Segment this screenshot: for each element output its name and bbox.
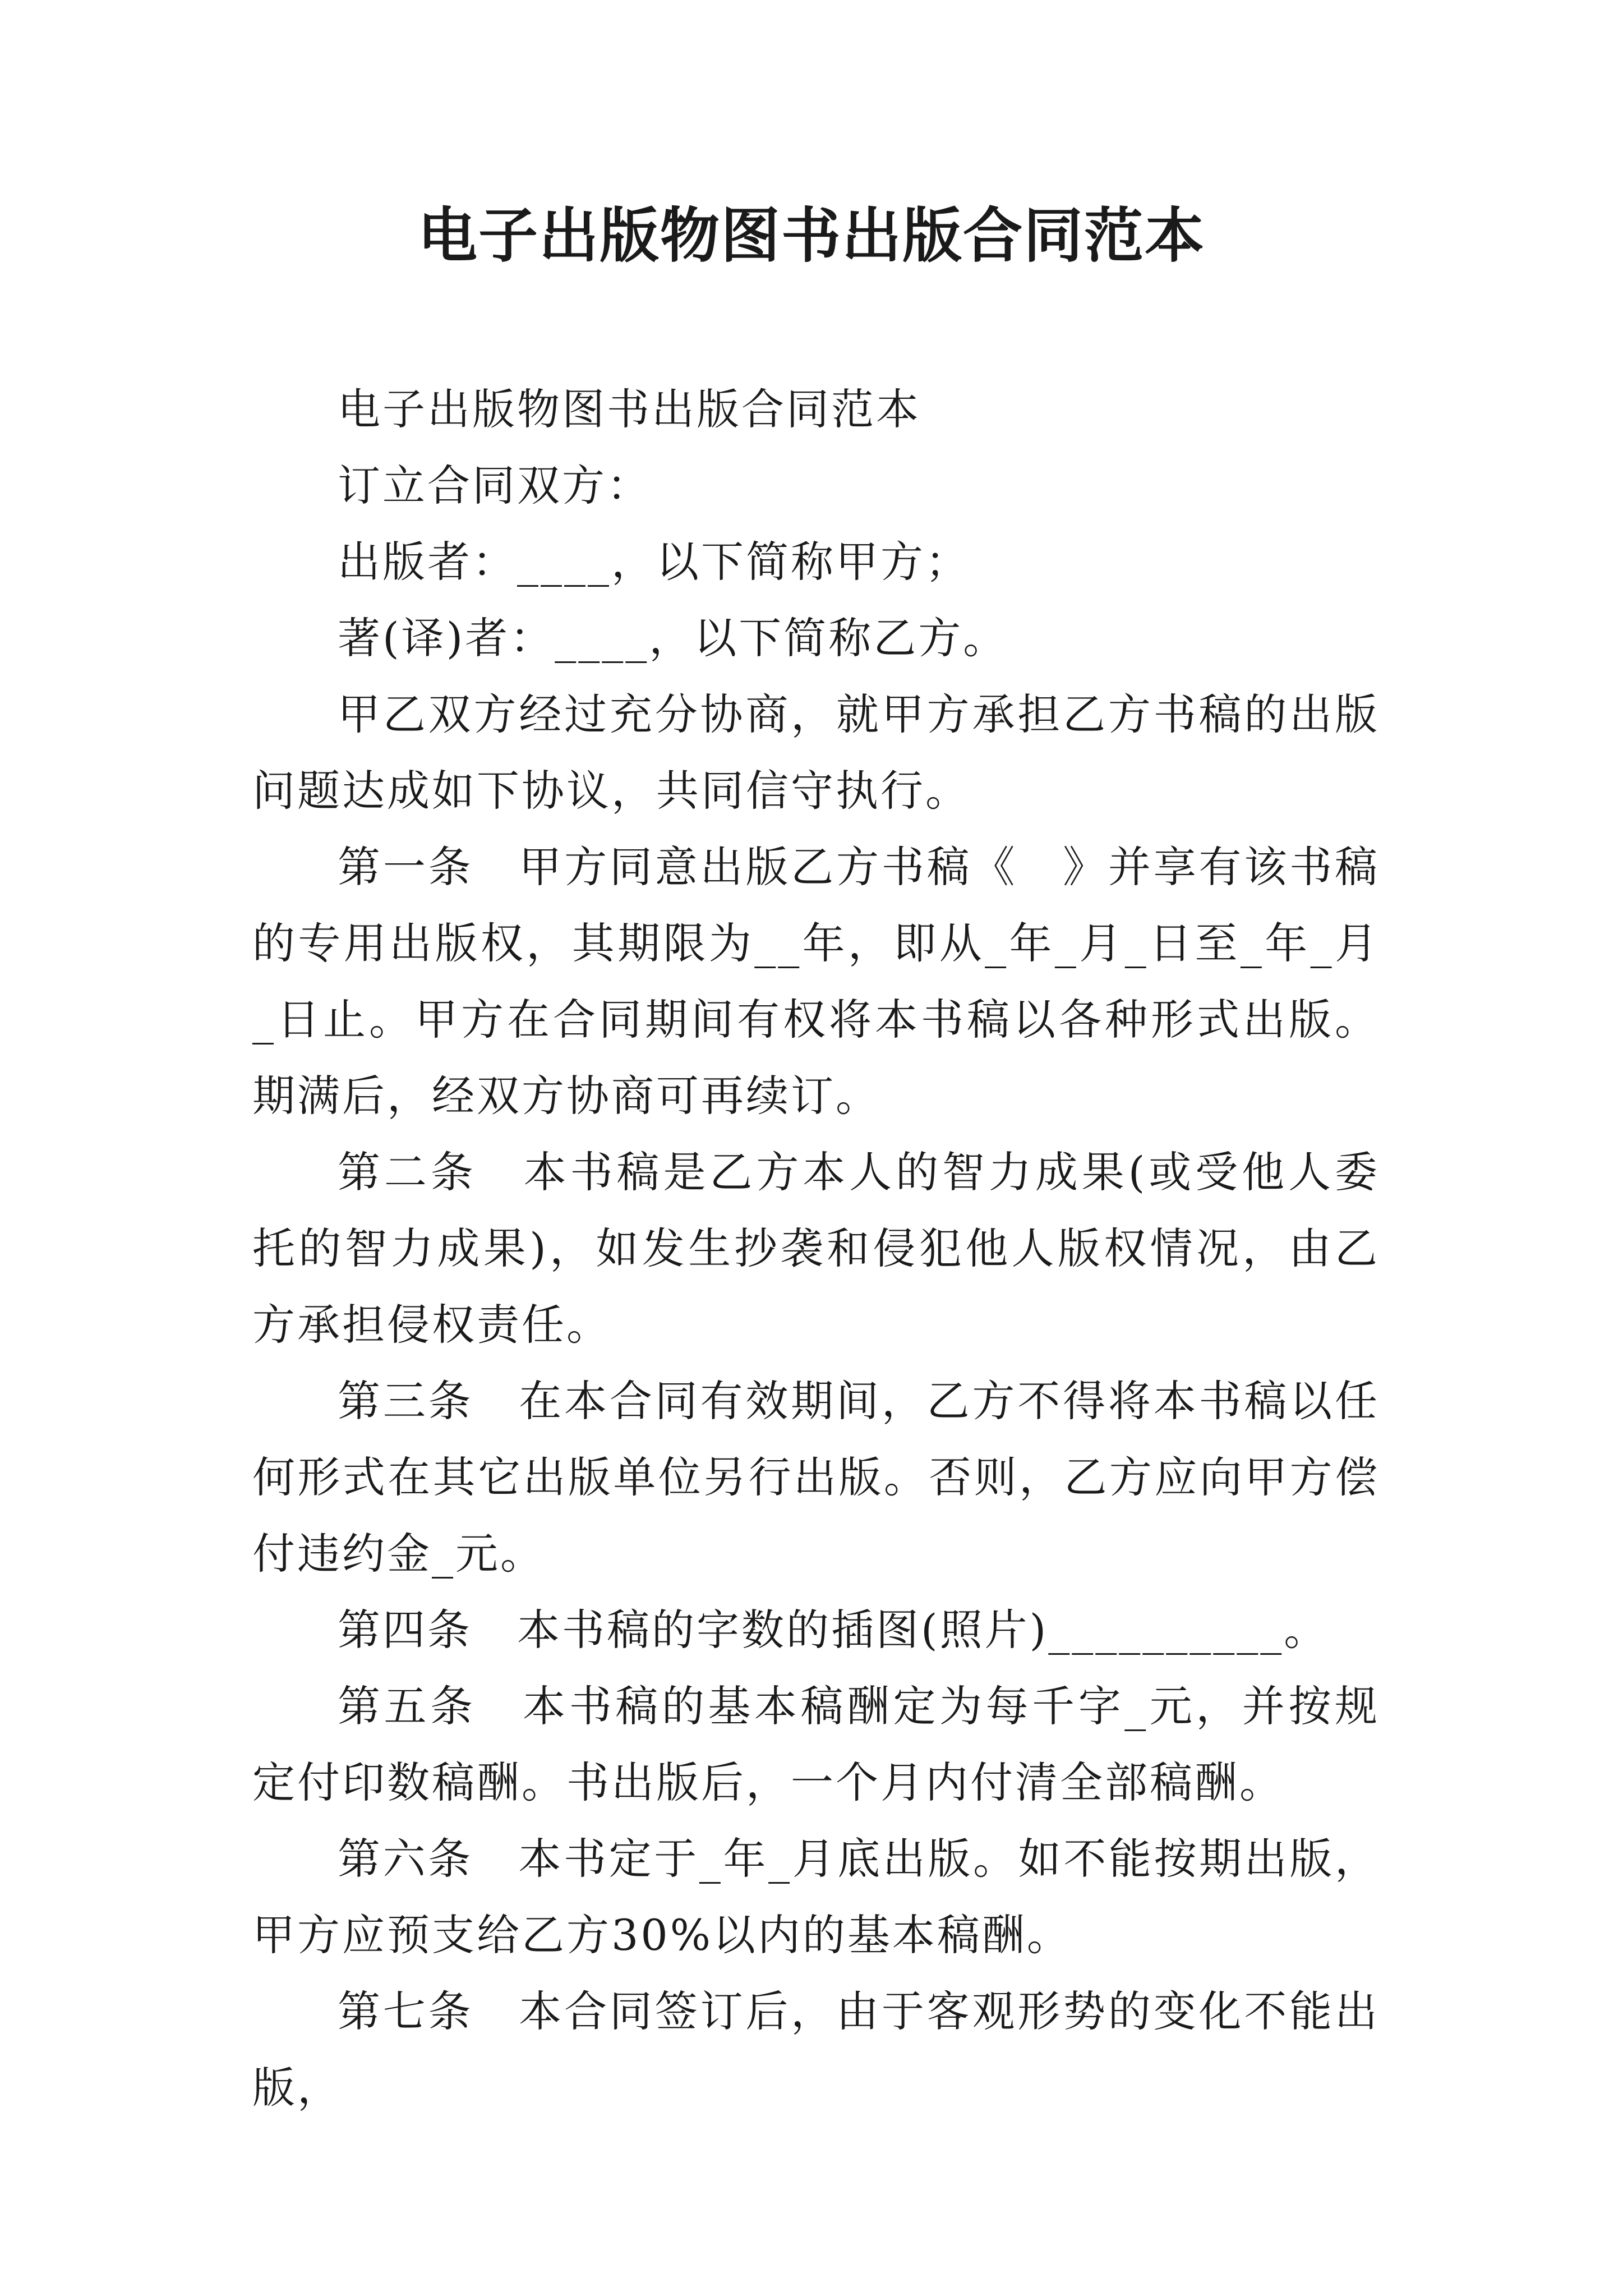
paragraph-article-7: 第七条 本合同签订后，由于客观形势的变化不能出版，: [252, 1986, 1380, 2113]
paragraph-preamble: 甲乙双方经过充分协商，就甲方承担乙方书稿的出版问题达成如下协议，共同信守执行。: [252, 689, 1380, 816]
paragraph-article-6: 第六条 本书定于_年_月底出版。如不能按期出版，甲方应预支给乙方30%以内的基本稿酬。: [252, 1834, 1380, 1960]
paragraph-article-5: 第五条 本书稿的基本稿酬定为每千字_元，并按规定付印数稿酬。书出版后，一个月内付清全部稿酬。: [252, 1681, 1380, 1807]
paragraph-author: 著(译)者：____，以下简称乙方。: [338, 613, 1008, 663]
paragraph-article-3: 第三条 在本合同有效期间，乙方不得将本书稿以任何形式在其它出版单位另行出版。否则，乙方应向甲方偿付违约金_元。: [252, 1376, 1380, 1579]
paragraph-heading: 电子出版物图书出版合同范本: [338, 384, 921, 434]
paragraph-article-1: 第一条 甲方同意出版乙方书稿《 》并享有该书稿的专用出版权，其期限为__年，即从_年_月_日至_年_月_日止。甲方在合同期间有权将本书稿以各种形式出版。期满后，经双方协商可再续订。: [252, 842, 1380, 1121]
paragraph-article-2: 第二条 本书稿是乙方本人的智力成果(或受他人委托的智力成果)，如发生抄袭和侵犯他人版权情况，由乙方承担侵权责任。: [252, 1147, 1380, 1350]
document-body: [252, 371, 1380, 2126]
paragraph-article-4: 第四条 本书稿的字数的插图(照片)__________。: [338, 1605, 1329, 1655]
paragraph-publisher: 出版者：____，以下简称甲方；: [338, 537, 970, 587]
document-title: 电子出版物图书出版合同范本: [418, 200, 1205, 270]
paragraph-parties: 订立合同双方：: [338, 461, 652, 510]
